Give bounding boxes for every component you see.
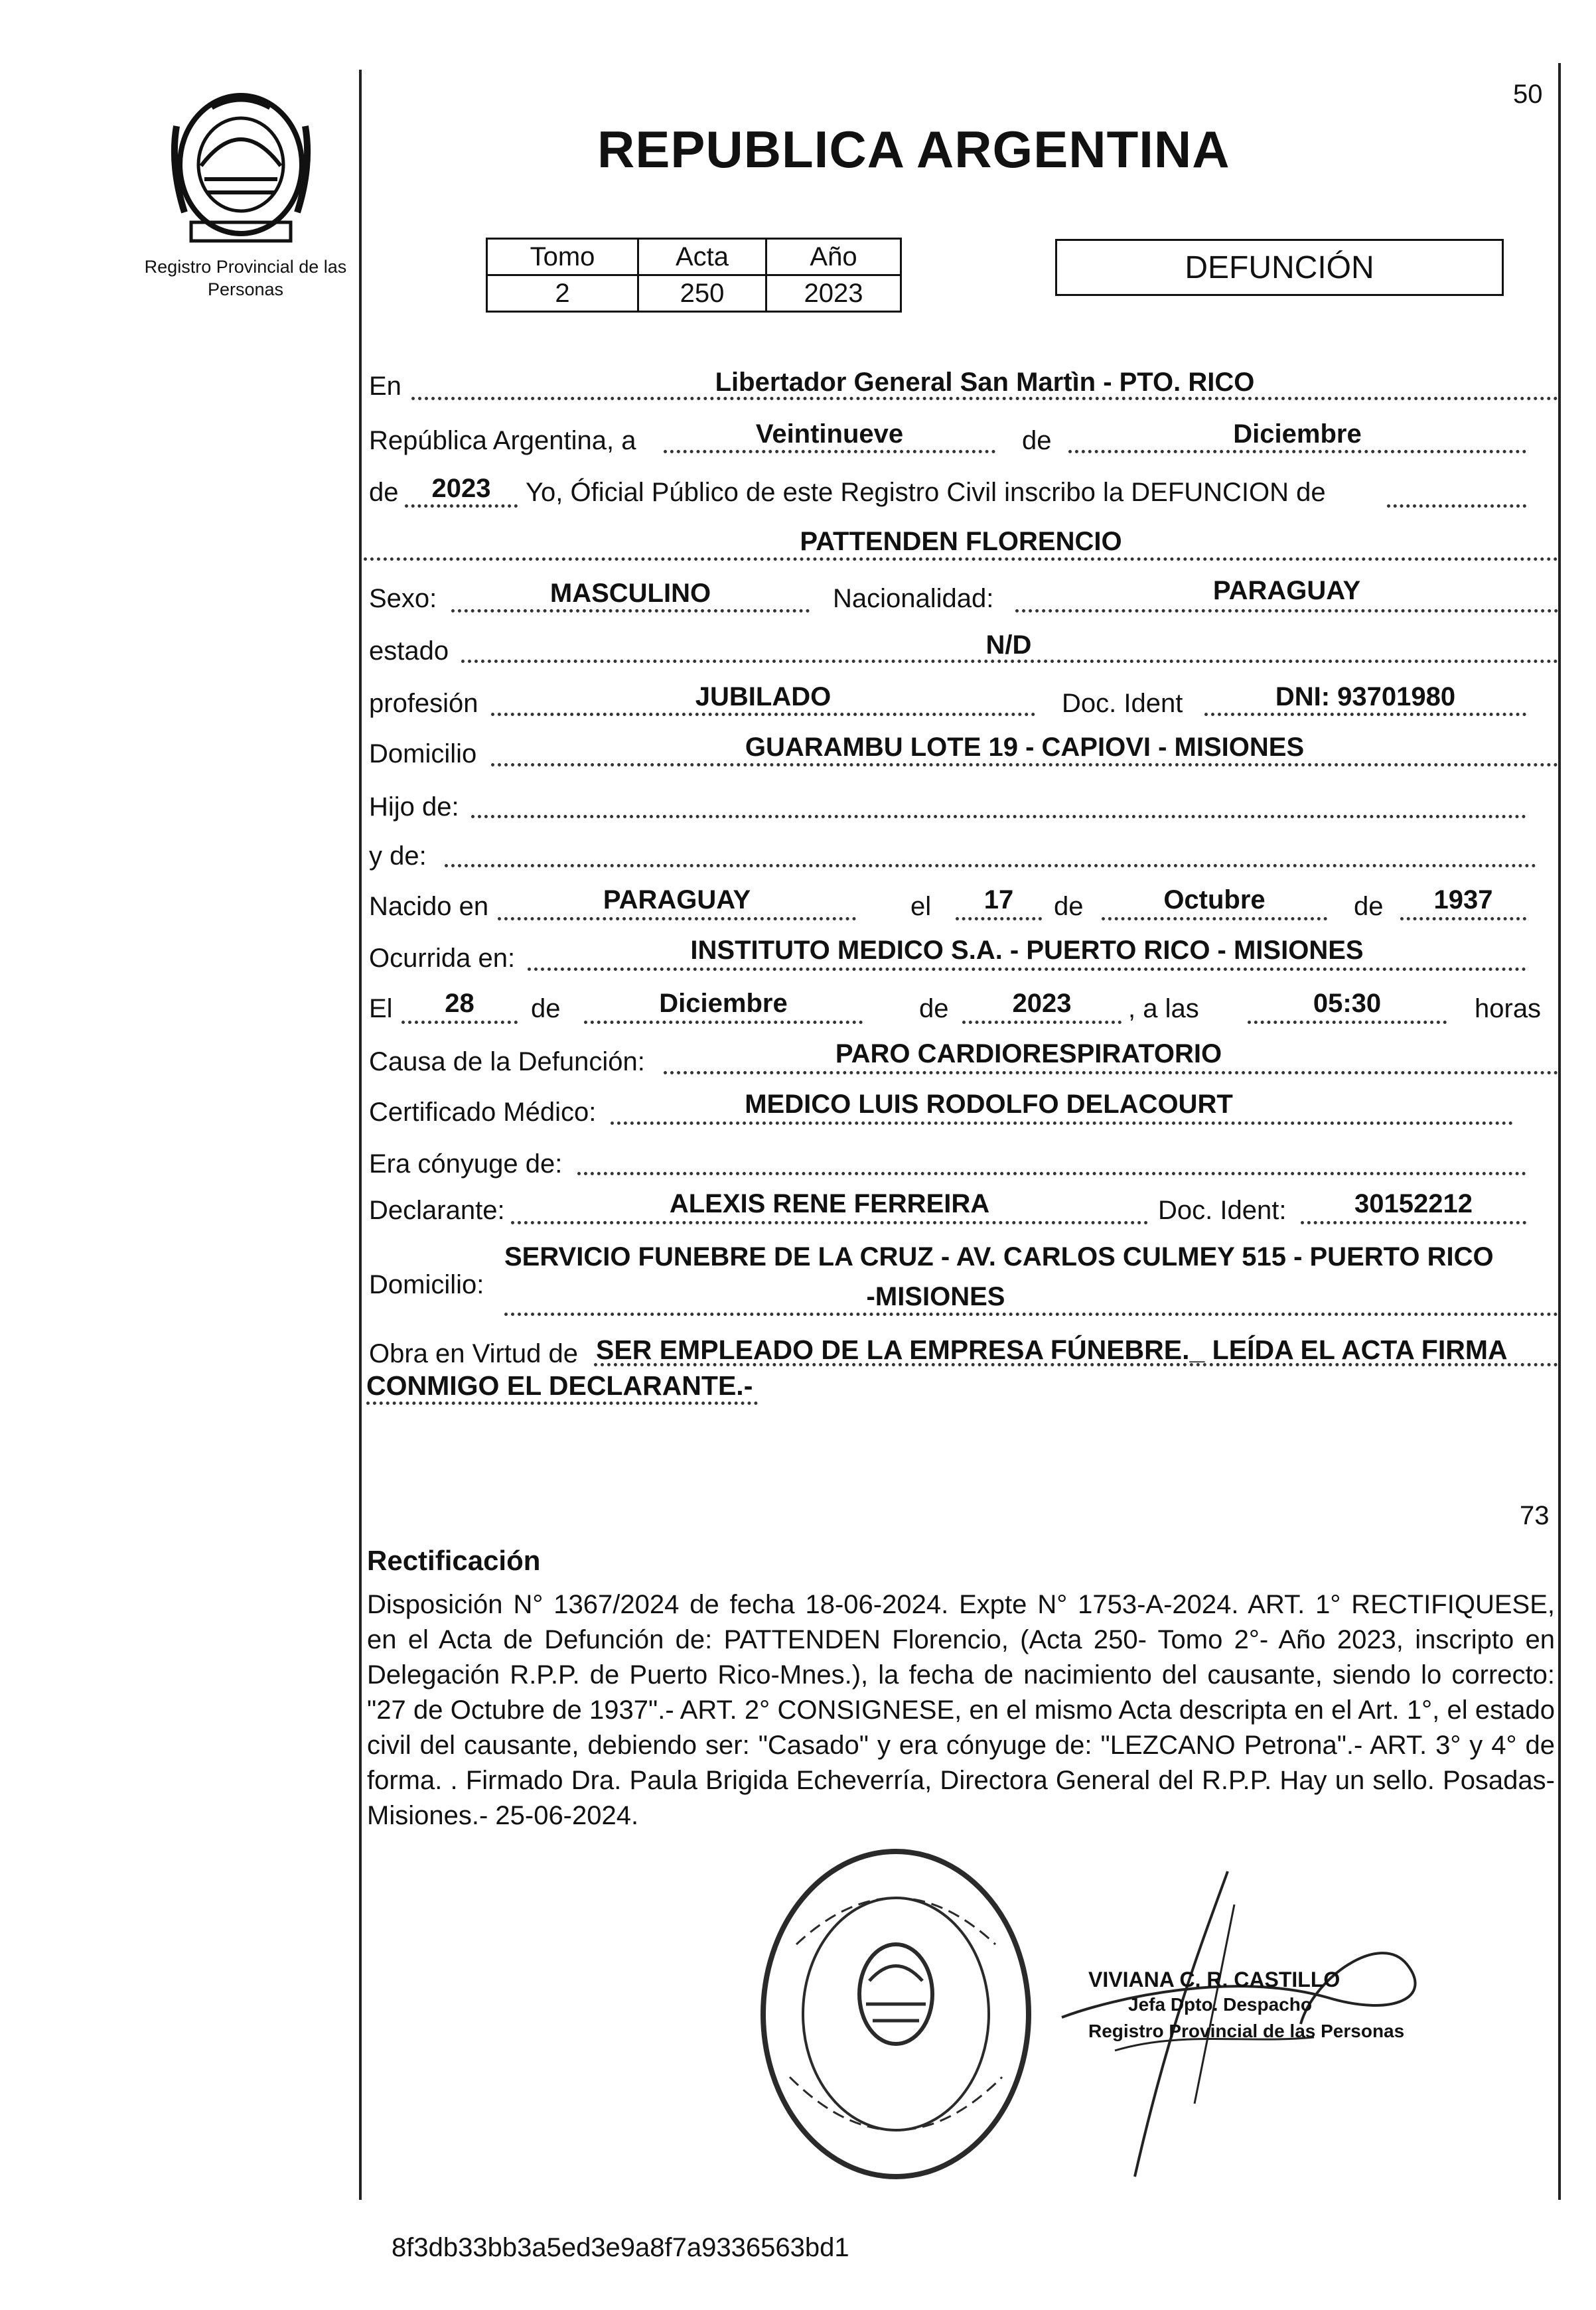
profesion-line: [491, 713, 1035, 716]
declarante-line: [511, 1221, 1148, 1224]
nacido-anio-value: 1937: [1433, 885, 1493, 914]
yo-text: Yo, Óficial Público de este Registro Civil inscribo la DEFUNCION de: [526, 478, 1326, 507]
sexo-value: MASCULINO: [549, 579, 711, 608]
acta-header: Acta: [638, 239, 766, 275]
declarante-label: Declarante:: [369, 1196, 505, 1225]
tomo-header: Tomo: [487, 239, 638, 275]
republica-label: República Argentina, a: [369, 426, 636, 455]
def-dia-line: [401, 1021, 518, 1024]
nacionalidad-label: Nacionalidad:: [833, 584, 994, 613]
obra-line1: [594, 1363, 1558, 1366]
nacionalidad-line: [1015, 609, 1558, 613]
rectificacion-heading: Rectificación: [367, 1545, 541, 1576]
nombre-line: [364, 557, 1558, 561]
domicilio2-line: [504, 1313, 1558, 1316]
document-title: REPUBLICA ARGENTINA: [597, 120, 1230, 179]
document-type: DEFUNCIÓN: [1185, 250, 1374, 285]
record-id-table: [486, 238, 902, 313]
anio-inscripcion-value: 2023: [431, 474, 491, 503]
nacido-anio-line: [1400, 917, 1526, 920]
official-round-seal-icon: [750, 1838, 1042, 2190]
misiones-coat-of-arms-icon: [165, 86, 317, 249]
de4-label: de: [1354, 892, 1384, 921]
anio-header: Año: [766, 239, 901, 275]
mes-value: Diciembre: [1233, 419, 1362, 449]
nacido-dia-value: 17: [983, 885, 1014, 914]
el2-label: El: [369, 994, 393, 1023]
de2-label: de: [369, 478, 399, 507]
profesion-value: JUBILADO: [695, 682, 832, 711]
hijo-de-line: [471, 815, 1526, 818]
conyuge-line: [577, 1172, 1526, 1175]
doc-ident2-label: Doc. Ident:: [1158, 1196, 1287, 1225]
de5-label: de: [531, 994, 561, 1023]
dia-line: [664, 450, 995, 453]
doc-ident-line: [1204, 713, 1526, 716]
y-de-label: y de:: [369, 841, 427, 871]
y-de-line: [445, 864, 1536, 867]
rectificacion-page-number: 73: [1520, 1501, 1550, 1530]
certificado-value: MEDICO LUIS RODOLFO DELACOURT: [745, 1090, 1233, 1119]
registry-label: Registro Provincial de las Personas: [144, 257, 347, 299]
doc-ident2-value: 30152212: [1354, 1189, 1473, 1218]
nacido-lugar-line: [498, 917, 856, 920]
obra-label: Obra en Virtud de: [369, 1339, 579, 1368]
domicilio-value: GUARAMBU LOTE 19 - CAPIOVI - MISIONES: [745, 733, 1305, 762]
obra-value-line2: CONMIGO EL DECLARANTE.-: [366, 1370, 753, 1401]
obra-value-line1: SER EMPLEADO DE LA EMPRESA FÚNEBRE._ LEÍDA EL ACTA FIRMA: [596, 1335, 1508, 1365]
estado-value: N/D: [985, 630, 1032, 660]
signer-role: Jefa Dpto. Despacho: [1128, 1994, 1312, 2015]
dia-value: Veintinueve: [755, 419, 904, 449]
def-mes-line: [584, 1021, 863, 1024]
certificado-label: Certificado Médico:: [369, 1098, 597, 1127]
ocurrida-label: Ocurrida en:: [369, 944, 516, 973]
mes-line: [1068, 450, 1526, 453]
nacido-mes-line: [1102, 917, 1327, 920]
nacionalidad-value: PARAGUAY: [1212, 576, 1361, 605]
horas-label: horas: [1475, 994, 1542, 1023]
hijo-de-label: Hijo de:: [369, 792, 459, 822]
def-anio-value: 2023: [1012, 989, 1072, 1018]
domicilio2-value-line2: -MISIONES: [866, 1282, 1005, 1311]
causa-label: Causa de la Defunción:: [369, 1047, 645, 1076]
page-number: 50: [1513, 80, 1543, 109]
ocurrida-line: [528, 968, 1526, 971]
nacido-lugar-value: PARAGUAY: [603, 885, 751, 914]
right-margin-line: [1558, 63, 1561, 2200]
de6-label: de: [919, 994, 949, 1023]
doc-ident-value: DNI: 93701980: [1275, 682, 1456, 711]
rectificacion-text: Disposición N° 1367/2024 de fecha 18-06-2024. Expte N° 1753-A-2024. ART. 1° RECTIFIQUESE, en el Acta de Defunción de: PATTENDEN Florencio, (Acta 250- Tomo 2°- Año 2023, inscripto en Delegación R.P.P. de Puerto Rico-Mnes.), la fecha de nacimiento del causante, siendo lo correcto: "27 de Octubre de 1937".- ART. 2° CONSIGNESE, en el mismo Acta descripta en el Art. 1°, el estado civil del causante, debiendo ser: "Casado" y era cónyuge de: "LEZCANO Petrona".- ART. 3° y 4° de forma. . Firmado Dra. Paula Brigida Echeverría, Directora General del R.P.P. Hay un sello. Posadas- Misiones.- 25-06-2024.: [367, 1590, 1555, 1830]
nacido-dia-line: [956, 917, 1042, 920]
ocurrida-value: INSTITUTO MEDICO S.A. - PUERTO RICO - MISIONES: [690, 936, 1364, 965]
causa-value: PARO CARDIORESPIRATORIO: [835, 1039, 1222, 1068]
yo-line: [1387, 504, 1526, 508]
de-label: de: [1022, 426, 1052, 455]
def-anio-line: [962, 1021, 1122, 1024]
left-margin-line: [359, 70, 362, 2200]
doc-ident2-line: [1301, 1221, 1526, 1224]
estado-label: estado: [369, 636, 449, 666]
nombre-value: PATTENDEN FLORENCIO: [800, 527, 1122, 556]
de3-label: de: [1054, 892, 1084, 921]
tomo-value: 2: [487, 275, 638, 312]
sexo-line: [451, 609, 810, 613]
def-mes-value: Diciembre: [659, 989, 788, 1018]
acta-value: 250: [638, 275, 766, 312]
doc-ident-label: Doc. Ident: [1062, 689, 1183, 718]
en-label: En: [369, 372, 401, 401]
conyuge-label: Era cónyuge de:: [369, 1149, 563, 1179]
obra-line2: [366, 1402, 758, 1405]
signer-org: Registro Provincial de las Personas: [1088, 2021, 1405, 2041]
profesion-label: profesión: [369, 689, 478, 718]
domicilio2-value-line1: SERVICIO FUNEBRE DE LA CRUZ - AV. CARLOS CULMEY 515 - PUERTO RICO: [504, 1242, 1494, 1271]
document-hash: 8f3db33bb3a5ed3e9a8f7a9336563bd1: [392, 2233, 849, 2262]
def-dia-value: 28: [445, 989, 474, 1018]
anio-value: 2023: [766, 275, 901, 312]
def-hora-line: [1248, 1021, 1447, 1024]
anio-line: [405, 504, 518, 508]
certificado-line: [611, 1121, 1513, 1125]
en-value: Libertador General San Martìn - PTO. RICO: [715, 368, 1255, 397]
domicilio-line: [491, 763, 1558, 766]
document-type-box: [1055, 239, 1504, 296]
declarante-value: ALEXIS RENE FERREIRA: [669, 1189, 990, 1218]
sexo-label: Sexo:: [369, 584, 437, 613]
a-las-label: , a las: [1128, 994, 1199, 1023]
signer-name: VIVIANA C. R. CASTILLO: [1088, 1968, 1341, 1991]
nacido-label: Nacido en: [369, 892, 489, 921]
def-hora-value: 05:30: [1313, 989, 1382, 1018]
domicilio2-label: Domicilio:: [369, 1270, 484, 1299]
el-label: el: [910, 892, 932, 921]
domicilio-label: Domicilio: [369, 739, 477, 768]
causa-line: [664, 1071, 1558, 1074]
nacido-mes-value: Octubre: [1163, 885, 1266, 914]
